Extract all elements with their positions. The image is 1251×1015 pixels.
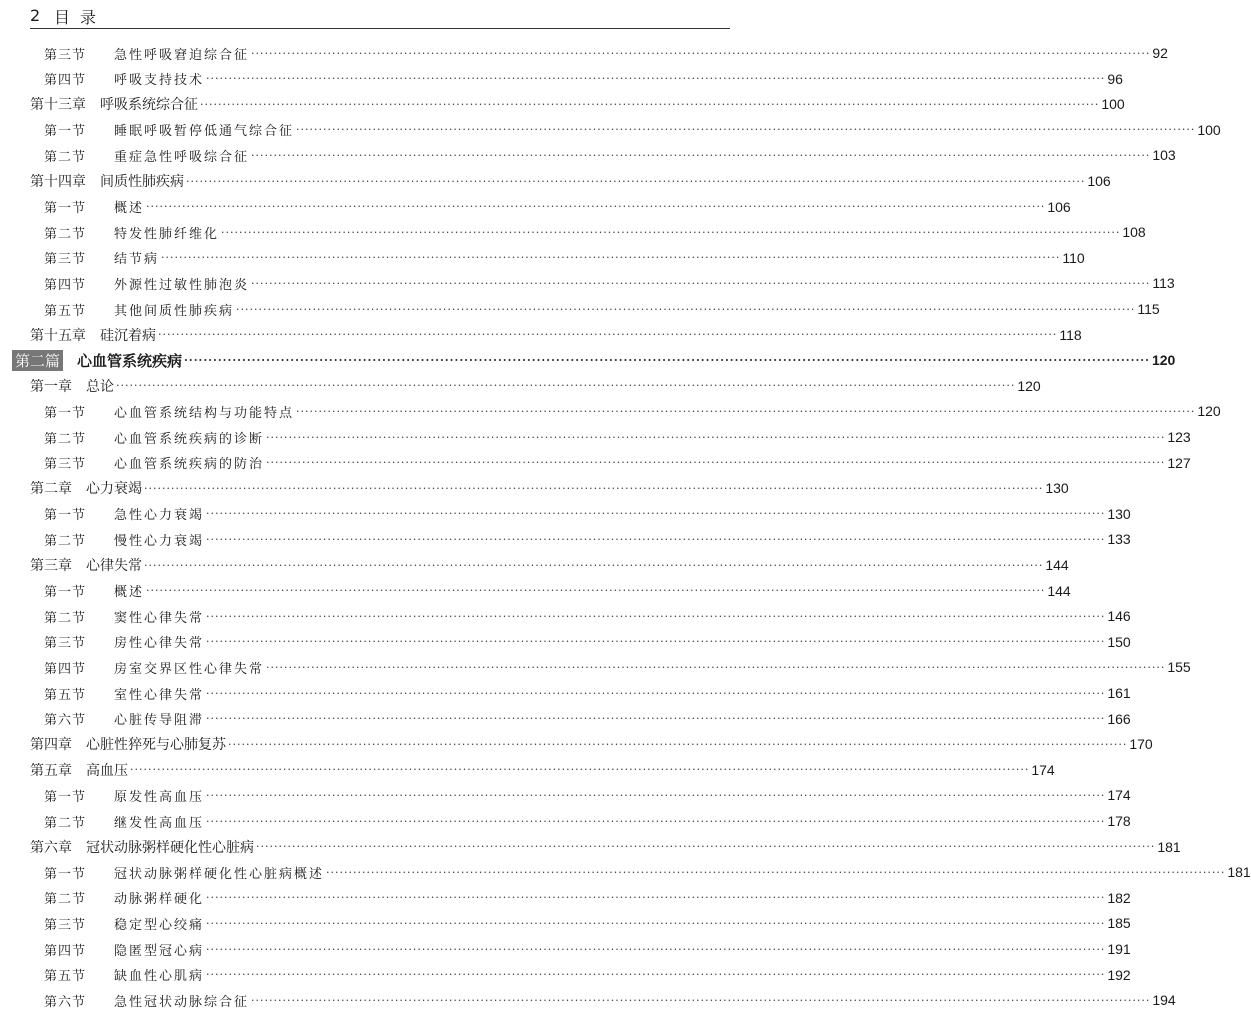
toc-entry-page: 192 <box>1107 966 1131 983</box>
toc-entry-label <box>44 658 264 677</box>
dot-leader: ········································································································································································································ <box>206 788 1106 802</box>
toc-entry-number: 第一节 <box>44 201 87 217</box>
toc-entry-section <box>44 964 1131 986</box>
toc-entry-label <box>30 376 114 396</box>
toc-entry-section <box>44 989 1176 1011</box>
toc-entry-page: 144 <box>1047 582 1071 599</box>
toc-entry-page: 100 <box>1101 96 1125 113</box>
dot-leader: ········································································································································································································ <box>251 46 1151 60</box>
toc-entry-number: 第三节 <box>44 636 87 652</box>
toc-entry-section <box>44 272 1175 294</box>
toc-entry-page: 106 <box>1047 198 1071 215</box>
toc-entry-page: 133 <box>1107 531 1131 548</box>
toc-entry-label <box>30 94 198 114</box>
toc-entry-number: 第六节 <box>44 713 87 729</box>
dot-leader: ········································································································································································································ <box>206 968 1106 982</box>
toc-entry-section <box>44 247 1085 269</box>
toc-entry-page: 118 <box>1059 326 1082 343</box>
toc-entry-label <box>30 171 184 191</box>
toc-entry-label <box>44 914 204 933</box>
toc-entry-number: 第二篇 <box>12 350 63 371</box>
toc-entry-section <box>44 887 1131 909</box>
dot-leader: ········································································································································································································ <box>144 481 1044 495</box>
toc-entry-title: 结节病 <box>114 252 160 268</box>
dot-leader: ········································································································································································································ <box>144 558 1044 572</box>
toc-entry-chapter <box>30 375 1041 397</box>
dot-leader: ········································································································································································································ <box>161 251 1061 265</box>
toc-entry-title: 呼吸系统综合征 <box>100 97 198 114</box>
dot-leader: ········································································································································································································ <box>184 353 1150 367</box>
toc-entry-section <box>44 861 1251 883</box>
toc-entry-section <box>44 400 1221 422</box>
dot-leader: ········································································································································································································ <box>206 507 1106 521</box>
toc-entry-label <box>30 837 254 857</box>
toc-entry-page: 123 <box>1167 429 1191 445</box>
dot-leader: ········································································································································································································ <box>206 609 1106 623</box>
toc-entry-number: 第二节 <box>44 149 87 165</box>
toc-entry-page: 191 <box>1107 941 1131 957</box>
toc-entry-number: 第一章 <box>30 378 72 395</box>
toc-entry-title: 硅沉着病 <box>100 327 156 344</box>
toc-entry-title: 窦性心律失常 <box>114 610 205 626</box>
page-number: 2 <box>30 6 41 25</box>
toc-entry-page: 115 <box>1137 301 1160 317</box>
toc-entry-page: 113 <box>1152 275 1175 292</box>
toc-entry-number: 第一节 <box>44 789 87 805</box>
toc-entry-title: 心脏传导阻滞 <box>114 713 205 729</box>
toc-entry-page: 108 <box>1122 224 1146 241</box>
toc-entry-number: 第五节 <box>44 969 87 985</box>
dot-leader: ········································································································································································································ <box>206 686 1106 700</box>
toc-entry-label <box>44 632 204 651</box>
toc-entry-label <box>12 350 182 371</box>
toc-entry-section <box>44 298 1160 320</box>
toc-entry-label <box>44 965 204 984</box>
toc-entry-label <box>44 709 204 728</box>
toc-entry-number: 第六节 <box>44 994 87 1010</box>
toc-entry-chapter <box>30 93 1125 115</box>
toc-entry-number: 第三节 <box>44 47 87 63</box>
toc-entry-label <box>44 607 204 626</box>
dot-leader: ········································································································································································································ <box>266 456 1166 470</box>
toc-entry-section <box>44 631 1131 653</box>
toc-entry-number: 第二节 <box>44 431 87 447</box>
dot-leader: ········································································································································································································ <box>206 942 1106 956</box>
toc-entry-number: 第四章 <box>30 737 72 754</box>
toc-entry-page: 170 <box>1129 736 1153 753</box>
toc-entry-number: 第二节 <box>44 892 87 908</box>
toc-entry-section <box>44 119 1221 141</box>
toc-entry-section <box>44 605 1131 627</box>
toc-entry-title: 隐匿型冠心病 <box>114 943 205 959</box>
toc-entry-title: 呼吸支持技术 <box>114 73 205 89</box>
dot-leader: ········································································································································································································ <box>266 660 1166 674</box>
toc-entry-section <box>44 144 1176 166</box>
toc-entry-title: 概述 <box>114 201 145 217</box>
toc-entry-page: 146 <box>1107 608 1131 625</box>
dot-leader: ········································································································································································································ <box>130 763 1030 777</box>
toc-entry-label <box>30 760 128 780</box>
toc-entry-label <box>44 888 204 907</box>
toc-entry-section <box>44 503 1131 525</box>
toc-entry-section <box>44 452 1191 474</box>
toc-entry-page: 185 <box>1107 915 1131 932</box>
toc-entry-title: 心血管系统疾病的防治 <box>114 457 265 473</box>
toc-entry-page: 110 <box>1062 249 1085 266</box>
dot-leader: ········································································································································································································ <box>228 737 1128 751</box>
toc-entry-title: 特发性肺纤维化 <box>114 226 220 242</box>
toc-entry-title: 房室交界区性心律失常 <box>114 661 265 677</box>
dot-leader: ········································································································································································································ <box>186 174 1086 188</box>
dot-leader: ········································································································································································································ <box>206 814 1106 828</box>
toc-entry-section <box>44 426 1191 448</box>
toc-entry-number: 第一节 <box>44 124 87 140</box>
toc-entry-section <box>44 221 1146 243</box>
toc-entry-title: 急性冠状动脉综合征 <box>114 994 250 1010</box>
toc-entry-label <box>44 428 264 447</box>
dot-leader: ········································································································································································································ <box>116 379 1016 393</box>
toc-entry-page: 166 <box>1107 710 1131 727</box>
toc-entry-number: 第一节 <box>44 405 87 421</box>
toc-entry-label <box>44 530 204 549</box>
toc-entry-label <box>30 555 142 575</box>
toc-entry-chapter <box>30 836 1181 858</box>
toc-entry-number: 第二节 <box>44 610 87 626</box>
toc-entry-number: 第十五章 <box>30 327 86 344</box>
toc-entry-section <box>44 196 1071 218</box>
toc-entry-title: 心脏性猝死与心肺复苏 <box>86 737 226 754</box>
toc-entry-title: 其他间质性肺疾病 <box>114 303 235 319</box>
toc-entry-number: 第一节 <box>44 585 87 601</box>
toc-entry-label <box>44 402 294 421</box>
toc-entry-section <box>44 810 1131 832</box>
toc-entry-label <box>30 478 142 498</box>
toc-entry-page: 182 <box>1107 889 1131 906</box>
toc-entry-title: 原发性高血压 <box>114 789 205 805</box>
toc-entry-label <box>44 453 264 472</box>
toc-entry-title: 心力衰竭 <box>86 481 142 498</box>
dot-leader: ········································································································································································································ <box>206 712 1106 726</box>
toc-entry-title: 外源性过敏性肺泡炎 <box>114 277 250 293</box>
dot-leader: ········································································································································································································ <box>200 97 1100 111</box>
toc-entry-label <box>44 940 204 959</box>
toc-entry-page: 155 <box>1167 659 1191 676</box>
toc-entry-label <box>44 69 204 88</box>
toc-entry-label <box>44 991 249 1010</box>
dot-leader: ········································································································································································································ <box>206 72 1106 86</box>
toc-entry-number: 第五章 <box>30 762 72 779</box>
dot-leader: ········································································································································································································ <box>251 148 1151 162</box>
toc-entry-label <box>44 504 204 523</box>
toc-entry-page: 144 <box>1045 557 1069 573</box>
toc-entry-title: 心血管系统疾病 <box>77 351 183 370</box>
toc-entry-number: 第三节 <box>44 457 87 473</box>
toc-entry-label <box>44 248 159 267</box>
toc-entry-number: 第二节 <box>44 815 87 831</box>
toc-entry-chapter <box>30 324 1082 346</box>
toc-entry-number: 第四节 <box>44 73 87 89</box>
toc-entry-chapter <box>30 554 1069 576</box>
toc-entry-number: 第十四章 <box>30 174 86 190</box>
toc-entry-label <box>44 300 234 319</box>
toc-entry-title: 总论 <box>86 378 114 395</box>
toc-entry-section <box>44 912 1131 934</box>
toc-entry-title: 慢性心力衰竭 <box>114 533 205 549</box>
toc-entry-page: 174 <box>1031 761 1055 778</box>
toc-entry-page: 103 <box>1152 147 1176 164</box>
toc-entry-page: 130 <box>1045 480 1069 497</box>
page-title: 目录 <box>54 8 107 27</box>
toc-entry-page: 130 <box>1107 505 1131 522</box>
toc-entry-chapter <box>30 733 1153 755</box>
toc-entry-section <box>44 528 1131 550</box>
toc-entry-number: 第五节 <box>44 687 87 703</box>
toc-entry-label <box>30 734 226 754</box>
toc-entry-section <box>44 708 1131 730</box>
toc-entry-page: 100 <box>1197 121 1221 138</box>
toc-entry-label <box>44 812 204 831</box>
dot-leader: ········································································································································································································ <box>146 584 1046 598</box>
toc-entry-page: 178 <box>1107 813 1131 829</box>
dot-leader: ········································································································································································································ <box>206 635 1106 649</box>
toc-entry-title: 急性心力衰竭 <box>114 508 205 524</box>
toc-entry-page: 181 <box>1157 838 1181 855</box>
toc-entry-title: 室性心律失常 <box>114 687 205 703</box>
dot-leader: ········································································································································································································ <box>326 865 1226 879</box>
toc-entry-title: 概述 <box>114 585 145 601</box>
dot-leader: ········································································································································································································ <box>146 200 1046 214</box>
dot-leader: ········································································································································································································ <box>251 993 1151 1007</box>
toc-entry-label <box>44 120 294 139</box>
page-header <box>30 4 730 29</box>
toc-entry-chapter <box>30 759 1055 781</box>
toc-entry-label <box>44 863 324 882</box>
toc-entry-page: 161 <box>1107 685 1131 701</box>
toc-entry-title: 稳定型心绞痛 <box>114 917 205 933</box>
toc-entry-title: 继发性高血压 <box>114 815 205 831</box>
toc-entry-title: 高血压 <box>86 762 128 779</box>
toc-entry-title: 缺血性心肌病 <box>114 969 205 985</box>
dot-leader: ········································································································································································································ <box>158 328 1058 342</box>
toc-entry-number: 第四节 <box>44 661 87 677</box>
toc-entry-label <box>44 274 249 293</box>
toc-entry-page: 174 <box>1107 787 1131 804</box>
toc-entry-title: 重症急性呼吸综合征 <box>114 149 250 165</box>
toc-entry-number: 第四节 <box>44 943 87 959</box>
toc-entry-number: 第五节 <box>44 303 87 319</box>
toc-entry-label <box>44 146 249 165</box>
toc-entry-title: 心血管系统结构与功能特点 <box>114 405 295 421</box>
toc-entry-page: 106 <box>1087 173 1111 189</box>
toc-entry-title: 冠状动脉粥样硬化性心脏病概述 <box>114 866 325 882</box>
toc-entry-section <box>44 656 1191 678</box>
toc-entry-page: 150 <box>1107 633 1131 650</box>
dot-leader: ········································································································································································································ <box>296 404 1196 418</box>
toc-entry-number: 第二节 <box>44 533 87 549</box>
toc-entry-number: 第一节 <box>44 866 87 882</box>
toc-entry-chapter <box>30 477 1069 499</box>
toc-entry-page: 96 <box>1107 70 1123 87</box>
toc-entry-label <box>44 223 219 242</box>
toc-entry-title: 睡眠呼吸暂停低通气综合征 <box>114 124 295 140</box>
toc-entry-number: 第二章 <box>30 481 72 498</box>
toc-entry-number: 第三节 <box>44 252 87 268</box>
toc-entry-page: 127 <box>1167 454 1191 471</box>
toc-entry-page: 92 <box>1152 45 1168 61</box>
toc-entry-section <box>44 938 1131 960</box>
toc-entry-section <box>44 580 1071 602</box>
toc-entry-title: 心律失常 <box>86 558 142 574</box>
dot-leader: ········································································································································································································ <box>206 891 1106 905</box>
toc-entry-title: 房性心律失常 <box>114 636 205 652</box>
toc-entry-section <box>44 784 1131 806</box>
dot-leader: ········································································································································································································ <box>206 916 1106 930</box>
toc-entry-label <box>44 44 249 63</box>
toc-entry-page: 120 <box>1017 377 1041 394</box>
toc-entry-number: 第六章 <box>30 839 72 856</box>
toc-entry-page: 194 <box>1152 992 1176 1009</box>
dot-leader: ········································································································································································································ <box>251 276 1151 290</box>
toc-entry-number: 第三节 <box>44 917 87 933</box>
toc-entry-section <box>44 42 1168 64</box>
toc-entry-number: 第三章 <box>30 558 72 574</box>
dot-leader: ········································································································································································································ <box>256 840 1156 854</box>
toc-entry-title: 冠状动脉粥样硬化性心脏病 <box>86 839 254 856</box>
dot-leader: ········································································································································································································ <box>266 430 1166 444</box>
dot-leader: ········································································································································································································ <box>206 532 1106 546</box>
toc-entry-title: 急性呼吸窘迫综合征 <box>114 47 250 63</box>
toc-entry-title: 心血管系统疾病的诊断 <box>114 431 265 447</box>
toc-entry-chapter <box>30 170 1111 192</box>
toc-entry-number: 第十三章 <box>30 97 86 114</box>
toc-entry-title: 间质性肺疾病 <box>100 174 184 190</box>
dot-leader: ········································································································································································································ <box>296 123 1196 137</box>
dot-leader: ········································································································································································································ <box>221 225 1121 239</box>
toc-entry-section <box>44 682 1131 704</box>
toc-entry-page: 120 <box>1197 403 1221 420</box>
toc-entry-label <box>44 197 144 216</box>
toc-entry-label <box>44 684 204 703</box>
toc-entry-label <box>44 786 204 805</box>
toc-entry-page: 120 <box>1151 352 1176 369</box>
toc-entry-page: 181 <box>1227 864 1251 881</box>
toc-entry-title: 动脉粥样硬化 <box>114 892 205 908</box>
toc-entry-section <box>44 68 1123 90</box>
dot-leader: ········································································································································································································ <box>236 302 1136 316</box>
toc-entry-number: 第一节 <box>44 508 87 524</box>
toc-entry-number: 第四节 <box>44 277 87 293</box>
toc-entry-label <box>44 581 144 600</box>
toc-entry-number: 第二节 <box>44 226 87 242</box>
toc-entry-part <box>12 349 1176 371</box>
toc-entry-label <box>30 325 156 345</box>
